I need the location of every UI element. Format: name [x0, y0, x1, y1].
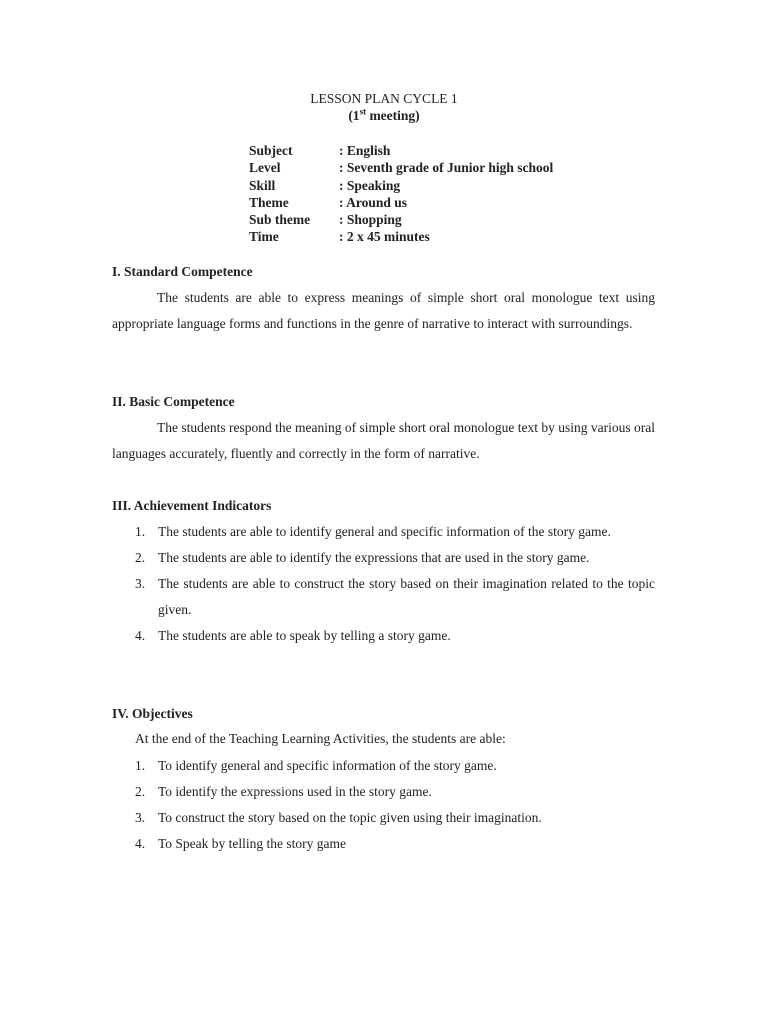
list-item-text: The students are able to construct the story based on their imagination related to the topic given.	[158, 576, 655, 617]
info-label: Sub theme	[249, 212, 311, 228]
document-subtitle	[0, 108, 768, 124]
list-item-text: The students are able to identify general and specific information of the story game.	[158, 524, 611, 539]
info-value: : Speaking	[339, 177, 401, 193]
list-item-number: 3.	[135, 810, 146, 825]
info-value: : English	[339, 143, 391, 158]
objectives-heading: IV. Objectives	[112, 706, 193, 721]
list-item-text: To identify general and specific information of the story game.	[158, 758, 497, 773]
list-item-text: To construct the story based on the topic given using their imagination.	[158, 810, 542, 825]
list-item-number: 4.	[135, 836, 146, 851]
info-row-subject	[249, 142, 553, 159]
info-label: Time	[249, 229, 279, 245]
lesson-info-table	[249, 142, 553, 246]
list-item-number: 1.	[135, 524, 146, 539]
list-item	[135, 831, 655, 857]
info-label: Level	[249, 160, 281, 176]
list-item-text: To identify the expressions used in the story game.	[158, 784, 432, 799]
objectives-intro: At the end of the Teaching Learning Activities, the students are able:	[135, 731, 506, 746]
standard-competence-body: The students are able to express meanings of simple short oral monologue text using appropriate language forms and functions in the genre of narrative to interact with surroundings.	[112, 290, 655, 331]
info-row-skill	[249, 177, 553, 194]
list-item	[135, 779, 655, 805]
list-item	[135, 545, 655, 571]
list-item-number: 2.	[135, 784, 146, 799]
list-item-number: 3.	[135, 576, 146, 591]
info-value: : 2 x 45 minutes	[339, 229, 430, 245]
basic-competence-body: The students respond the meaning of simple short oral monologue text by using various oral languages accurately, fluently and correctly in the form of narrative.	[112, 420, 655, 461]
info-row-theme	[249, 194, 553, 211]
standard-competence-text	[112, 285, 655, 337]
list-item-text: To Speak by telling the story game	[158, 836, 347, 851]
standard-competence-heading: I. Standard Competence	[112, 264, 253, 279]
document-title: LESSON PLAN CYCLE 1	[310, 91, 458, 106]
list-item	[135, 623, 655, 649]
list-item-number: 1.	[135, 758, 146, 773]
info-row-time	[249, 228, 553, 245]
info-value: : Around us	[339, 194, 408, 210]
info-row-sub-theme	[249, 211, 553, 228]
list-item-number: 4.	[135, 628, 146, 643]
info-label: Subject	[249, 143, 293, 158]
list-item-text: The students are able to speak by telling a story game.	[158, 628, 451, 643]
list-item	[135, 753, 655, 779]
list-item-number: 2.	[135, 550, 146, 565]
list-item-text: The students are able to identify the expressions that are used in the story game.	[158, 550, 590, 565]
info-row-level	[249, 159, 553, 176]
info-value: : Seventh grade of Junior high school	[339, 160, 554, 176]
subtitle-prefix: (1	[348, 108, 360, 123]
info-label: Skill	[249, 177, 276, 193]
basic-competence-heading: II. Basic Competence	[112, 394, 235, 409]
basic-competence-text	[112, 415, 655, 467]
achievement-indicators-list	[135, 519, 655, 649]
list-item	[135, 571, 655, 623]
objectives-list	[135, 753, 655, 857]
list-item	[135, 805, 655, 831]
info-value: : Shopping	[339, 212, 402, 228]
subtitle-suffix: meeting)	[366, 108, 420, 123]
list-item	[135, 519, 655, 545]
achievement-indicators-heading: III. Achievement Indicators	[112, 498, 272, 513]
info-label: Theme	[249, 194, 289, 210]
subtitle-superscript: st	[359, 106, 367, 117]
